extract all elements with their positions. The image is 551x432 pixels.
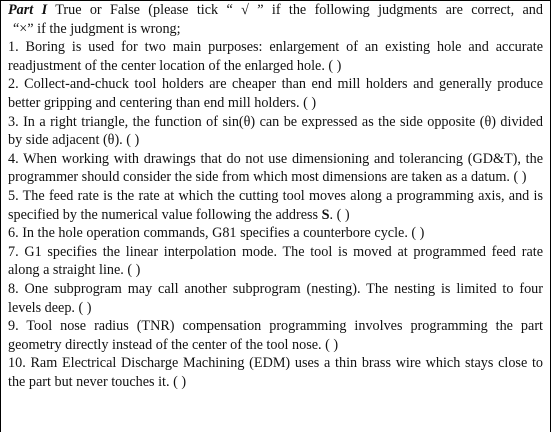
question-9: 9. Tool nose radius (TNR) compensation programming involves programming the part geometry directly instead of the center of the tool nose. ( ) (8, 318, 543, 353)
question-2: 2. Collect-and-chuck tool holders are cheaper than end mill holders and generally produce better gripping and centering than end mill holders. ( ) (8, 76, 543, 111)
question-1: 1. Boring is used for two main purposes: enlargement of an existing hole and accurate readjustment of the center location of the enlarged hole. ( ) (8, 39, 543, 74)
part-label: Part I (8, 2, 48, 18)
question-5 (8, 187, 543, 224)
question-5-text: 5. The feed rate is the rate at which the cutting tool moves along a programming axis, and is specified by the numerical value following the address (8, 187, 543, 223)
section-instructions (8, 1, 543, 20)
question-4: 4. When working with drawings that do not use dimensioning and tolerancing (GD&T), the programmer should consider the side from which most dimensions are taken as a datum. ( ) (8, 150, 543, 186)
question-8: 8. One subprogram may call another subprogram (nesting). The nesting is limited to four levels deep. ( ) (8, 280, 543, 316)
question-10: 10. Ram Electrical Discharge Machining (EDM) uses a thin brass wire which stays close to the part but never touches it. ( ) (8, 355, 543, 390)
question-7: 7. G1 specifies the linear interpolation mode. The tool is moved at programmed feed rate along a straight line. ( ) (8, 243, 543, 279)
instructions-line-1: True or False (please tick “ √ ” if the following judgments are correct, and (47, 2, 543, 18)
question-6: 6. In the hole operation commands, G81 specifies a counterbore cycle. ( ) (8, 225, 425, 242)
question-5-address-letter: S (321, 206, 330, 223)
question-3: 3. In a right triangle, the function of sin(θ) can be expressed as the side opposite (θ) divided by side adjacent (θ). ( ) (8, 113, 543, 149)
question-5-answer-blank: . ( ) (329, 206, 350, 223)
instructions-line-2: “×” if the judgment is wrong; (13, 20, 181, 37)
